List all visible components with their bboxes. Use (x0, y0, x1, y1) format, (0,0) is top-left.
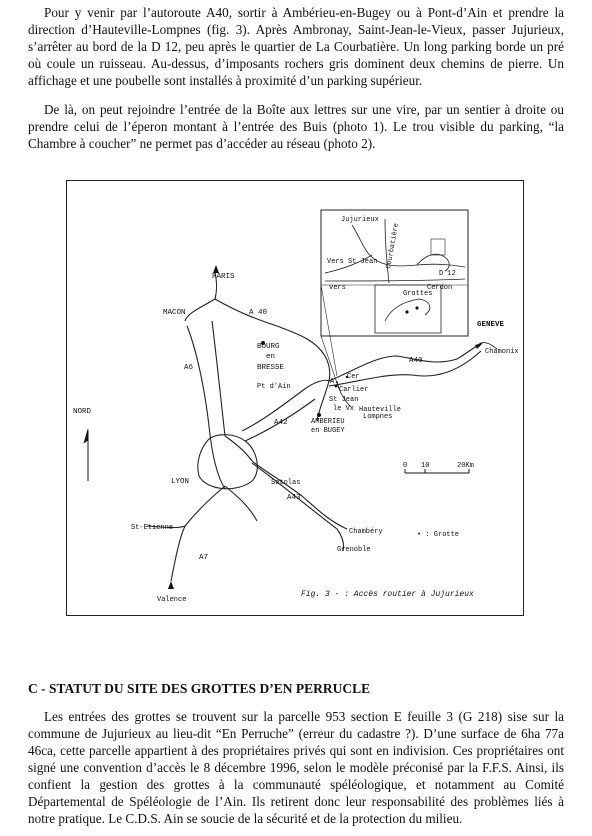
inset-label-vers: vers (329, 284, 346, 292)
label-bourg: BOURG (257, 343, 280, 351)
inset-cave-dot (405, 310, 408, 313)
inset-zoom-box (431, 239, 445, 255)
road-to-vienne (225, 486, 257, 521)
label-north: NORD (73, 408, 92, 416)
arrow-paris-icon (213, 265, 219, 273)
north-arrow-icon (84, 429, 88, 443)
label-bourg-en: en (266, 353, 276, 361)
inset-connector (321, 285, 337, 376)
road-a7 (171, 486, 225, 581)
intro-paragraph-2: De là, on peut rejoindre l’entrée de la Boîte aux lettres sur une vire, par un sentier à droite ou prendre celui de l’éperon montant à l’entrée des Buis (photo 1). Le trou visible du parking, “la Chambre à coucher” ne permet pas d’accéder au réseau (photo 2). (28, 102, 564, 151)
label-amberieu: AMBERIEU (311, 418, 345, 426)
inset-label-d12: D 12 (439, 270, 456, 278)
label-valence: Valence (157, 596, 187, 604)
label-a43: A43 (287, 494, 301, 502)
label-levx: le Vx (333, 405, 355, 413)
town-dot-amberieu (317, 413, 321, 417)
label-carlier: Carlier (339, 386, 369, 394)
inset-label-courbatiere: Courbatière (385, 222, 401, 270)
label-a6: A6 (184, 364, 194, 372)
road-grenoble (252, 463, 344, 551)
figure-caption: Fig. 3 - : Accès routier à Jujurieux (301, 590, 474, 599)
label-a7: A7 (199, 554, 209, 562)
inset-road-cerdon (325, 279, 465, 281)
road-a6 (187, 326, 225, 489)
label-a42: A42 (274, 419, 288, 427)
label-pontdain: Pt d'Ain (257, 383, 291, 391)
label-cer: Cer (347, 373, 360, 381)
label-macon: MACON (163, 309, 186, 317)
label-hauteville: Hauteville (359, 406, 402, 414)
road-macon (185, 299, 215, 321)
road-map-drawing (67, 181, 523, 615)
label-chambery: Chambéry (349, 528, 383, 536)
section-c-paragraph: Les entrées des grottes se trouvent sur la parcelle 953 section E feuille 3 (G 218) sise sur la commune de Jujurieux au lieu-dit “En Perruche” (erreur du cadastre ?). D’une surface de 6ha 77a 46ca, cette parcelle appartient à des propriétaires privés qui sont en indivision. Ces propriétaires ont signé une convention d’accès le 8 décembre 1996, selon le modèle préconisé par la F.F.S. Ainsi, ils confient la gestion des grottes à la communauté spéléologique, et notamment au Comité Départemental de Spéléologie de l’Ain. Ils retirent donc leur responsabilité des problèmes liés à notre pratique. Le C.D.S. Ain se soucie de la sécurité et de la protection du milieu. (28, 709, 564, 826)
arrow-valence-icon (168, 581, 174, 589)
scale-label-10: 10 (421, 462, 430, 470)
label-st-etienne: St-Etienne (131, 524, 174, 532)
label-ambronay: A. (330, 378, 339, 386)
label-lyon: LYON (171, 478, 190, 486)
label-chamonix: Chamonix (485, 348, 519, 356)
scale-label-20km: 20Km (457, 462, 474, 470)
road-a6-east (212, 321, 225, 436)
label-paris: PARIS (212, 273, 235, 281)
section-c-title: C - STATUT DU SITE DES GROTTES D’EN PERRUCLE (28, 681, 371, 696)
label-en-bugey: en BUGEY (311, 427, 345, 435)
label-geneve: GENEVE (477, 321, 505, 329)
label-lompnes: Lompnes (363, 413, 393, 421)
inset-label-cerdon: Cerdon (427, 284, 453, 292)
inset-label-grottes: Grottes (403, 290, 433, 298)
label-a40-right: A40 (409, 357, 423, 365)
intro-paragraph-1: Pour y venir par l’autoroute A40, sortir à Ambérieu-en-Bugey ou à Pont-d’Ain et prendre la direction d’Hauteville-Lompnes (fig. 3). Après Ambronay, Saint-Jean-le-Vieux, passer Jujurieux, s’arrêter au bord de la D 12, peu après le quartier de La Courbatière. Un long parking borde un pré où coule un ruisseau. Au-dessus, d’imposants rochers gris dominent deux chemins de pierre. Un affichage et une poubelle sont installés à proximité d’un parking supérieur. (28, 5, 564, 88)
road-map-figure (66, 180, 524, 616)
inset-road-loop (417, 254, 449, 271)
lyon-ring (198, 435, 258, 489)
label-grenoble: Grenoble (337, 546, 371, 554)
label-satolas: Satolas (271, 479, 301, 487)
label-stjean: St Jean (329, 396, 359, 404)
inset-cave-dot (415, 306, 418, 309)
legend-grotte: • : Grotte (417, 531, 460, 539)
inset-label-vers-stjean: Vers St Jean (327, 258, 378, 266)
inset-label-jujurieux: Jujurieux (341, 216, 379, 224)
inset-detail-road (385, 299, 430, 321)
label-bresse: BRESSE (257, 364, 285, 372)
scale-label-0: 0 (403, 462, 408, 470)
label-a40-top: A 40 (249, 309, 268, 317)
